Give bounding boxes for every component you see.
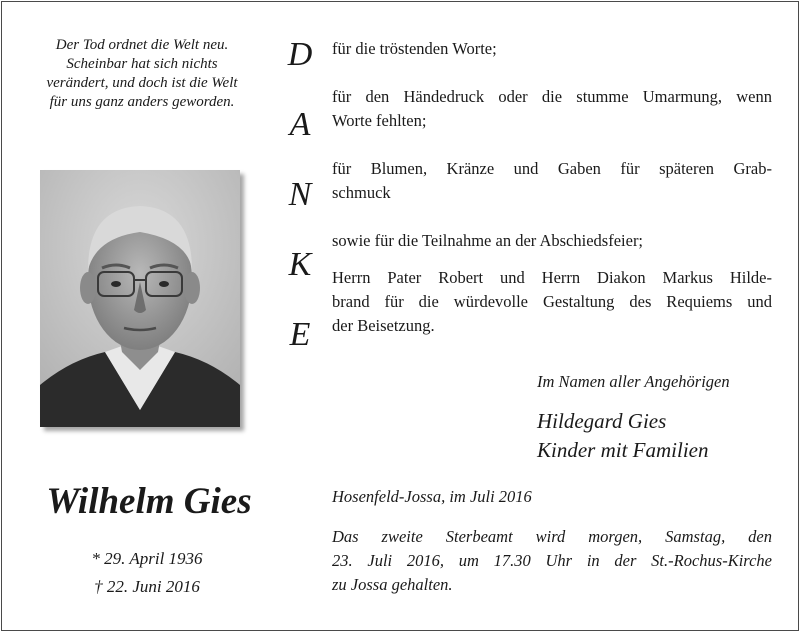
quote-line: für uns ganz anders geworden.	[49, 94, 235, 110]
thanks-line: Herrn Pater Robert und Herrn Diakon Markus Hilde-	[332, 268, 772, 287]
service-note	[332, 525, 772, 597]
quote-line: verändert, und doch ist die Welt	[46, 75, 238, 91]
deceased-name: Wilhelm Gies	[46, 481, 252, 522]
danke-letter: N	[288, 176, 312, 213]
signature-family: Kinder mit Familien	[537, 438, 709, 462]
thanks-line: Worte fehlten;	[332, 111, 427, 130]
obituary-card	[1, 1, 799, 631]
quote	[22, 36, 262, 112]
thanks-paragraph: sowie für die Teilnahme an der Abschiedsfeier;	[332, 231, 644, 250]
thanks-line: für den Händedruck oder die stumme Umarmung, wenn	[332, 87, 772, 106]
thanks-paragraph: für die tröstenden Worte;	[332, 39, 497, 58]
note-line: zu Jossa gehalten.	[332, 575, 453, 594]
place-date: Hosenfeld-Jossa, im Juli 2016	[332, 487, 532, 506]
signature-name: Hildegard Gies	[537, 409, 667, 433]
thanks-line: der Beisetzung.	[332, 316, 435, 335]
danke-letter: A	[289, 106, 311, 143]
danke-letter: K	[288, 246, 312, 283]
portrait-photo	[40, 170, 240, 427]
birth-date: * 29. April 1936	[91, 549, 203, 568]
danke-letter: E	[289, 316, 311, 353]
quote-line: Scheinbar hat sich nichts	[66, 56, 218, 72]
note-line: 23. Juli 2016, um 17.30 Uhr in der St.-Rochus-Kirche	[332, 551, 772, 570]
thanks-line: für Blumen, Kränze und Gaben für späteren Grab-	[332, 159, 772, 178]
danke-letter: D	[287, 36, 313, 73]
note-line: Das zweite Sterbeamt wird morgen, Samstag, den	[332, 527, 772, 546]
thanks-text	[332, 37, 772, 338]
life-dates	[42, 545, 252, 601]
signature	[537, 407, 709, 465]
death-date: † 22. Juni 2016	[94, 577, 200, 596]
portrait-image	[40, 170, 240, 427]
thanks-line: schmuck	[332, 183, 391, 202]
signature-intro: Im Namen aller Angehörigen	[537, 372, 730, 391]
thanks-line: brand für die würdevolle Gestaltung des Requiems und	[332, 292, 772, 311]
quote-line: Der Tod ordnet die Welt neu.	[55, 37, 229, 53]
